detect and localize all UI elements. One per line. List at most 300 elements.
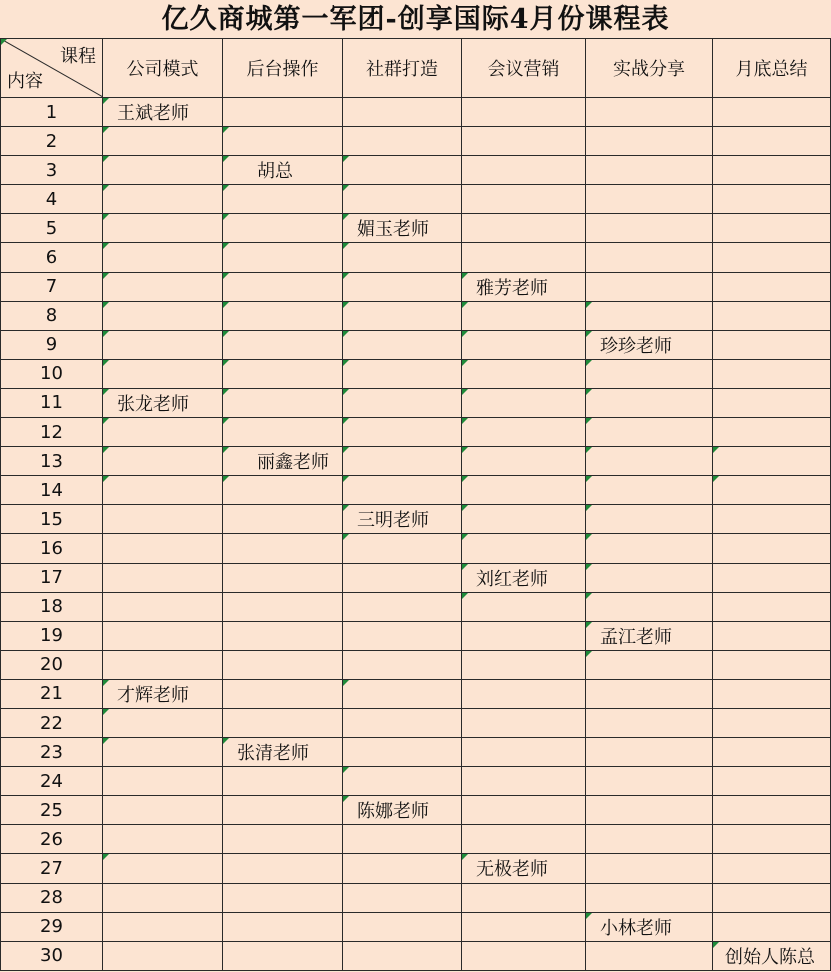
row-number-cell[interactable]: 12	[1, 418, 103, 447]
schedule-cell[interactable]	[103, 127, 223, 156]
cell-marker-icon	[462, 447, 468, 453]
schedule-cell[interactable]	[103, 650, 223, 679]
schedule-cell[interactable]	[343, 883, 462, 912]
schedule-cell[interactable]	[343, 388, 462, 417]
schedule-cell[interactable]	[103, 912, 223, 941]
schedule-cell[interactable]	[223, 156, 343, 185]
schedule-cell[interactable]	[223, 854, 343, 883]
schedule-cell[interactable]	[713, 388, 831, 417]
row-number-cell[interactable]: 29	[1, 912, 103, 941]
cell-text: 三明老师	[357, 510, 429, 532]
schedule-cell[interactable]	[713, 272, 831, 301]
schedule-cell[interactable]	[462, 272, 586, 301]
schedule-cell[interactable]	[462, 679, 586, 708]
schedule-cell[interactable]	[223, 883, 343, 912]
schedule-cell[interactable]	[223, 243, 343, 272]
schedule-cell[interactable]	[713, 679, 831, 708]
cell-text: 张清老师	[237, 743, 309, 765]
schedule-cell[interactable]	[586, 650, 713, 679]
schedule-cell[interactable]	[343, 825, 462, 854]
cell-marker-icon	[462, 273, 468, 279]
schedule-cell[interactable]	[586, 854, 713, 883]
schedule-cell[interactable]	[223, 767, 343, 796]
schedule-cell[interactable]	[462, 592, 586, 621]
row-number-cell[interactable]: 14	[1, 476, 103, 505]
schedule-cell[interactable]	[462, 127, 586, 156]
schedule-cell[interactable]	[103, 272, 223, 301]
row-number-cell[interactable]: 4	[1, 185, 103, 214]
row-number-cell[interactable]: 17	[1, 563, 103, 592]
cell-marker-icon	[223, 738, 229, 744]
cell-marker-icon	[223, 418, 229, 424]
schedule-cell[interactable]	[343, 912, 462, 941]
cell-marker-icon	[103, 360, 109, 366]
schedule-cell[interactable]	[103, 98, 223, 127]
cell-marker-icon	[103, 738, 109, 744]
schedule-cell[interactable]	[713, 767, 831, 796]
schedule-cell[interactable]	[223, 679, 343, 708]
cell-text: 王斌老师	[117, 103, 189, 125]
cell-marker-icon	[103, 127, 109, 133]
schedule-cell[interactable]	[462, 505, 586, 534]
schedule-cell[interactable]	[223, 941, 343, 970]
row-number-cell[interactable]: 22	[1, 708, 103, 737]
cell-text: 胡总	[257, 161, 293, 183]
schedule-cell[interactable]	[462, 185, 586, 214]
column-header[interactable]: 会议营销	[462, 39, 586, 98]
cell-marker-icon	[343, 767, 349, 773]
cell-marker-icon	[103, 185, 109, 191]
schedule-cell[interactable]	[343, 708, 462, 737]
schedule-cell[interactable]	[343, 127, 462, 156]
schedule-cell[interactable]	[462, 476, 586, 505]
schedule-cell[interactable]	[462, 388, 586, 417]
schedule-cell[interactable]	[343, 621, 462, 650]
schedule-cell[interactable]	[103, 301, 223, 330]
cell-marker-icon	[462, 418, 468, 424]
row-number-cell[interactable]: 26	[1, 825, 103, 854]
cell-marker-icon	[343, 447, 349, 453]
schedule-cell[interactable]	[462, 98, 586, 127]
corner-header-cell[interactable]	[1, 39, 103, 98]
schedule-cell[interactable]	[223, 796, 343, 825]
table-row	[1, 156, 831, 185]
schedule-cell[interactable]	[103, 883, 223, 912]
schedule-cell[interactable]	[223, 330, 343, 359]
row-number-cell[interactable]: 5	[1, 214, 103, 243]
schedule-cell[interactable]	[586, 156, 713, 185]
schedule-cell[interactable]	[586, 214, 713, 243]
schedule-cell[interactable]	[713, 98, 831, 127]
cell-marker-icon	[462, 505, 468, 511]
schedule-cell[interactable]	[103, 330, 223, 359]
schedule-cell[interactable]	[713, 563, 831, 592]
row-number-cell[interactable]: 13	[1, 447, 103, 476]
schedule-cell[interactable]	[343, 476, 462, 505]
schedule-cell[interactable]	[462, 796, 586, 825]
row-number-cell[interactable]: 3	[1, 156, 103, 185]
schedule-cell[interactable]	[462, 534, 586, 563]
row-number-cell[interactable]: 30	[1, 941, 103, 970]
schedule-cell[interactable]	[343, 330, 462, 359]
schedule-cell[interactable]	[462, 883, 586, 912]
schedule-cell[interactable]	[223, 534, 343, 563]
cell-marker-icon	[586, 418, 592, 424]
schedule-cell[interactable]	[103, 796, 223, 825]
schedule-cell[interactable]	[462, 708, 586, 737]
schedule-cell[interactable]	[343, 650, 462, 679]
row-number-cell[interactable]: 2	[1, 127, 103, 156]
schedule-cell[interactable]	[103, 708, 223, 737]
schedule-cell[interactable]	[223, 388, 343, 417]
column-header[interactable]: 公司模式	[103, 39, 223, 98]
schedule-cell[interactable]	[343, 418, 462, 447]
schedule-cell[interactable]	[713, 912, 831, 941]
cell-marker-icon	[103, 709, 109, 715]
schedule-cell[interactable]	[223, 418, 343, 447]
schedule-cell[interactable]	[223, 650, 343, 679]
schedule-cell[interactable]	[462, 738, 586, 767]
schedule-cell[interactable]	[223, 185, 343, 214]
column-header[interactable]: 实战分享	[586, 39, 713, 98]
schedule-cell[interactable]	[103, 738, 223, 767]
schedule-cell[interactable]	[223, 476, 343, 505]
schedule-cell[interactable]	[586, 185, 713, 214]
cell-marker-icon	[462, 360, 468, 366]
cell-text: 刘红老师	[476, 568, 548, 590]
table-row	[1, 883, 831, 912]
schedule-cell[interactable]	[223, 98, 343, 127]
schedule-body	[1, 98, 831, 971]
schedule-cell[interactable]	[586, 563, 713, 592]
schedule-cell[interactable]	[713, 127, 831, 156]
cell-text: 创始人陈总	[725, 946, 815, 968]
column-header[interactable]: 月底总结	[713, 39, 831, 98]
schedule-cell[interactable]	[343, 563, 462, 592]
schedule-cell[interactable]	[713, 476, 831, 505]
schedule-cell[interactable]	[586, 679, 713, 708]
schedule-cell[interactable]	[343, 767, 462, 796]
schedule-cell[interactable]	[462, 359, 586, 388]
schedule-cell[interactable]	[223, 272, 343, 301]
schedule-cell[interactable]	[103, 185, 223, 214]
schedule-cell[interactable]	[713, 301, 831, 330]
schedule-cell[interactable]	[343, 359, 462, 388]
schedule-cell[interactable]	[223, 708, 343, 737]
schedule-cell[interactable]	[586, 738, 713, 767]
table-row	[1, 359, 831, 388]
schedule-cell[interactable]	[103, 359, 223, 388]
cell-marker-icon	[223, 389, 229, 395]
row-number-cell[interactable]: 27	[1, 854, 103, 883]
schedule-cell[interactable]	[462, 767, 586, 796]
schedule-cell[interactable]	[343, 272, 462, 301]
schedule-cell[interactable]	[713, 621, 831, 650]
cell-marker-icon	[343, 796, 349, 802]
schedule-cell[interactable]	[586, 825, 713, 854]
schedule-cell[interactable]	[343, 214, 462, 243]
schedule-cell[interactable]	[103, 679, 223, 708]
schedule-cell[interactable]	[462, 301, 586, 330]
cell-marker-icon	[586, 360, 592, 366]
table-row	[1, 534, 831, 563]
schedule-cell[interactable]	[586, 708, 713, 737]
schedule-cell[interactable]	[586, 301, 713, 330]
row-number-cell[interactable]: 10	[1, 359, 103, 388]
schedule-cell[interactable]	[713, 185, 831, 214]
corner-label-course: 课程	[60, 46, 96, 67]
row-number-cell[interactable]: 7	[1, 272, 103, 301]
schedule-cell[interactable]	[586, 98, 713, 127]
row-number-cell[interactable]: 25	[1, 796, 103, 825]
schedule-cell[interactable]	[103, 447, 223, 476]
schedule-cell[interactable]	[586, 447, 713, 476]
schedule-cell[interactable]	[713, 330, 831, 359]
schedule-cell[interactable]	[103, 243, 223, 272]
schedule-cell[interactable]	[343, 447, 462, 476]
schedule-cell[interactable]	[586, 418, 713, 447]
cell-marker-icon	[713, 476, 719, 482]
cell-text: 孟江老师	[600, 626, 672, 648]
cell-text: 才辉老师	[117, 684, 189, 706]
schedule-cell[interactable]	[713, 505, 831, 534]
schedule-cell[interactable]	[462, 243, 586, 272]
cell-marker-icon	[343, 273, 349, 279]
row-number-cell[interactable]: 24	[1, 767, 103, 796]
cell-marker-icon	[586, 302, 592, 308]
schedule-cell[interactable]	[223, 912, 343, 941]
row-number-cell[interactable]: 21	[1, 679, 103, 708]
schedule-cell[interactable]	[343, 941, 462, 970]
schedule-cell[interactable]	[713, 534, 831, 563]
column-header[interactable]: 后台操作	[223, 39, 343, 98]
schedule-cell[interactable]	[462, 825, 586, 854]
cell-marker-icon	[223, 273, 229, 279]
table-row	[1, 505, 831, 534]
schedule-cell[interactable]	[462, 214, 586, 243]
schedule-cell[interactable]	[462, 447, 586, 476]
schedule-cell[interactable]	[103, 534, 223, 563]
table-row	[1, 243, 831, 272]
cell-marker-icon	[343, 243, 349, 249]
cell-marker-icon	[713, 447, 719, 453]
row-number-cell[interactable]: 20	[1, 650, 103, 679]
schedule-cell[interactable]	[103, 621, 223, 650]
schedule-cell[interactable]	[103, 156, 223, 185]
cell-marker-icon	[586, 564, 592, 570]
schedule-cell[interactable]	[103, 214, 223, 243]
schedule-cell[interactable]	[586, 330, 713, 359]
table-row	[1, 185, 831, 214]
row-number-cell[interactable]: 23	[1, 738, 103, 767]
table-row	[1, 127, 831, 156]
schedule-cell[interactable]	[713, 359, 831, 388]
schedule-cell[interactable]	[343, 854, 462, 883]
schedule-cell[interactable]	[343, 301, 462, 330]
table-row	[1, 708, 831, 737]
cell-marker-icon	[103, 389, 109, 395]
schedule-cell[interactable]	[586, 912, 713, 941]
row-number-cell[interactable]: 19	[1, 621, 103, 650]
schedule-cell[interactable]	[343, 156, 462, 185]
schedule-cell[interactable]	[586, 127, 713, 156]
schedule-cell[interactable]	[223, 127, 343, 156]
schedule-cell[interactable]	[713, 883, 831, 912]
schedule-cell[interactable]	[343, 796, 462, 825]
table-row	[1, 854, 831, 883]
schedule-cell[interactable]	[103, 418, 223, 447]
schedule-cell[interactable]	[223, 301, 343, 330]
schedule-cell[interactable]	[103, 476, 223, 505]
schedule-cell[interactable]	[713, 156, 831, 185]
schedule-cell[interactable]	[343, 505, 462, 534]
schedule-cell[interactable]	[343, 738, 462, 767]
schedule-cell[interactable]	[713, 738, 831, 767]
cell-marker-icon	[713, 942, 719, 948]
cell-marker-icon	[103, 98, 109, 104]
cell-marker-icon	[343, 534, 349, 540]
schedule-cell[interactable]	[586, 534, 713, 563]
schedule-cell[interactable]	[103, 563, 223, 592]
schedule-cell[interactable]	[586, 767, 713, 796]
row-number-cell[interactable]: 1	[1, 98, 103, 127]
cell-marker-icon	[586, 913, 592, 919]
cell-marker-icon	[343, 302, 349, 308]
schedule-cell[interactable]	[103, 854, 223, 883]
schedule-cell[interactable]	[103, 767, 223, 796]
schedule-cell[interactable]	[103, 825, 223, 854]
schedule-cell[interactable]	[586, 592, 713, 621]
schedule-cell[interactable]	[223, 505, 343, 534]
table-row	[1, 388, 831, 417]
schedule-cell[interactable]	[586, 621, 713, 650]
row-number-cell[interactable]: 6	[1, 243, 103, 272]
schedule-cell[interactable]	[713, 214, 831, 243]
cell-marker-icon	[586, 622, 592, 628]
cell-marker-icon	[223, 185, 229, 191]
schedule-cell[interactable]	[713, 854, 831, 883]
schedule-cell[interactable]	[713, 708, 831, 737]
cell-marker-icon	[343, 185, 349, 191]
table-row	[1, 330, 831, 359]
row-number-cell[interactable]: 18	[1, 592, 103, 621]
row-number-cell[interactable]: 15	[1, 505, 103, 534]
row-number-cell[interactable]: 16	[1, 534, 103, 563]
cell-marker-icon	[223, 127, 229, 133]
cell-marker-icon	[103, 854, 109, 860]
schedule-cell[interactable]	[462, 418, 586, 447]
schedule-cell[interactable]	[103, 592, 223, 621]
cell-marker-icon	[586, 505, 592, 511]
schedule-cell[interactable]	[586, 883, 713, 912]
cell-marker-icon	[103, 331, 109, 337]
schedule-cell[interactable]	[343, 592, 462, 621]
column-header[interactable]: 社群打造	[343, 39, 462, 98]
schedule-cell[interactable]	[586, 505, 713, 534]
schedule-cell[interactable]	[462, 621, 586, 650]
table-row	[1, 679, 831, 708]
cell-marker-icon	[103, 243, 109, 249]
cell-marker-icon	[223, 214, 229, 220]
schedule-cell[interactable]	[223, 592, 343, 621]
row-number-cell[interactable]: 8	[1, 301, 103, 330]
schedule-cell[interactable]	[713, 650, 831, 679]
row-number-cell[interactable]: 28	[1, 883, 103, 912]
cell-marker-icon	[223, 447, 229, 453]
schedule-cell[interactable]	[713, 243, 831, 272]
header-row	[1, 39, 831, 98]
schedule-cell[interactable]	[462, 912, 586, 941]
schedule-cell[interactable]	[462, 563, 586, 592]
cell-marker-icon	[462, 534, 468, 540]
schedule-cell[interactable]	[586, 272, 713, 301]
schedule-cell[interactable]	[713, 447, 831, 476]
schedule-cell[interactable]	[586, 941, 713, 970]
cell-marker-icon	[462, 389, 468, 395]
cell-marker-icon	[223, 331, 229, 337]
schedule-cell[interactable]	[103, 505, 223, 534]
cell-marker-icon	[462, 593, 468, 599]
schedule-cell[interactable]	[103, 388, 223, 417]
schedule-cell[interactable]	[223, 447, 343, 476]
schedule-cell[interactable]	[462, 854, 586, 883]
schedule-cell[interactable]	[713, 418, 831, 447]
cell-marker-icon	[343, 680, 349, 686]
schedule-cell[interactable]	[343, 679, 462, 708]
cell-marker-icon	[462, 854, 468, 860]
schedule-cell[interactable]	[586, 359, 713, 388]
table-row	[1, 912, 831, 941]
schedule-cell[interactable]	[223, 214, 343, 243]
cell-marker-icon	[223, 360, 229, 366]
schedule-cell[interactable]	[462, 941, 586, 970]
schedule-cell[interactable]	[223, 621, 343, 650]
schedule-cell[interactable]	[586, 388, 713, 417]
schedule-cell[interactable]	[343, 243, 462, 272]
table-row	[1, 825, 831, 854]
schedule-cell[interactable]	[713, 796, 831, 825]
row-number-cell[interactable]: 9	[1, 330, 103, 359]
cell-marker-icon	[223, 156, 229, 162]
schedule-cell[interactable]	[103, 941, 223, 970]
cell-marker-icon	[343, 418, 349, 424]
row-number-cell[interactable]: 11	[1, 388, 103, 417]
schedule-cell[interactable]	[586, 796, 713, 825]
schedule-cell[interactable]	[343, 534, 462, 563]
schedule-cell[interactable]	[713, 941, 831, 970]
schedule-cell[interactable]	[343, 98, 462, 127]
schedule-cell[interactable]	[586, 243, 713, 272]
table-row	[1, 738, 831, 767]
schedule-cell[interactable]	[462, 650, 586, 679]
schedule-cell[interactable]	[462, 330, 586, 359]
schedule-cell[interactable]	[223, 738, 343, 767]
page-title: 亿久商城第一军团-创享国际4月份课程表	[161, 4, 670, 35]
schedule-cell[interactable]	[223, 563, 343, 592]
schedule-cell[interactable]	[223, 825, 343, 854]
schedule-cell[interactable]	[713, 825, 831, 854]
schedule-cell[interactable]	[343, 185, 462, 214]
cell-marker-icon	[343, 505, 349, 511]
schedule-cell[interactable]	[223, 359, 343, 388]
schedule-cell[interactable]	[713, 592, 831, 621]
cell-marker-icon	[343, 156, 349, 162]
cell-marker-icon	[103, 302, 109, 308]
schedule-cell[interactable]	[462, 156, 586, 185]
cell-marker-icon	[103, 156, 109, 162]
cell-text: 媚玉老师	[357, 219, 429, 241]
schedule-cell[interactable]	[586, 476, 713, 505]
